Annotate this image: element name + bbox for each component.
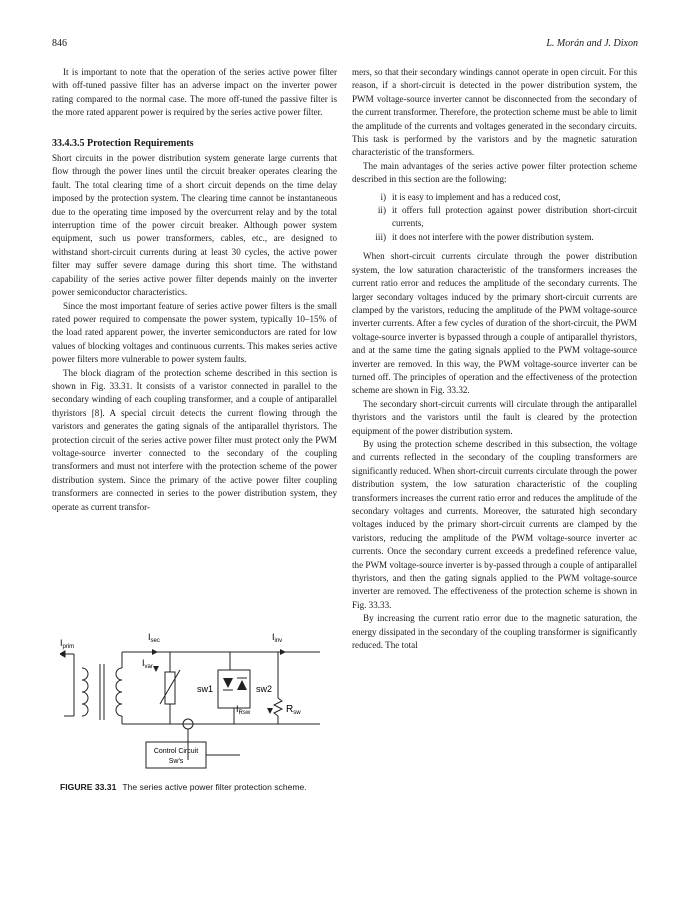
paragraph: The secondary short-circuit currents will circulate through the antiparallel thyristors and the varistors until the fault is cleared by the protection equipment of the power distribution system. <box>352 398 637 436</box>
arrow-prim <box>60 651 65 657</box>
paragraph: It is important to note that the operation of the series active power filter with off-tuned passive filter has an adverse impact on the inverter power rating compared to the normal case. The more off-tuned the passive filter is the more rated apparent power is required by the series active power filter. <box>52 67 337 118</box>
arrow-iinv <box>280 649 286 655</box>
caption-text: The series active power filter protection scheme. <box>122 782 307 792</box>
caption-label: FIGURE 33.31 <box>60 782 117 792</box>
page-number: 846 <box>52 38 67 49</box>
thyristor-sw1 <box>223 678 233 688</box>
label-i-var: $I_{var}$ <box>142 658 153 670</box>
paragraph: By using the protection scheme described in this subsection, the voltage and currents reflected in the secondary of the coupling transformers are significantly reduced. When short-circuit currents circulate through the power distribution system, the low saturation characteristic of the coupling transformers increases the current ratio error and reduces the amplitude of the secondary voltages and currents. Moreover, the saturated high secondary voltages induced by the primary short-circuit currents are clamped by the varistors, reducing the amplitude of the PWM voltage-source inverter ac currents. Once the secondary current exceeds a predefined reference value, the PWM voltage-source inverter is by-passed through a couple of antiparallel thyristors, and then the gating signals applied to the PWM voltage-source inverter are removed. The effectiveness of the protection scheme is shown in Fig. 33.33. <box>352 438 637 610</box>
paragraph: The main advantages of the series active power filter protection scheme described in this section are the following: <box>352 160 637 185</box>
label-sw2: sw2 <box>256 684 273 694</box>
arrow-ivar <box>153 666 159 672</box>
paragraph: Since the most important feature of series active power filters is the small rated power required to compensate the power system, typically 10–15% of the load rated apparent power, the inverter semiconductors are rated for low values of blocking voltages and continuous currents. This makes series active power filters more vulnerable to power system faults. <box>52 300 337 365</box>
paragraph: mers, so that their secondary windings cannot operate in open circuit. For this reason, if a short-circuit is detected in the power distribution system, the PWM voltage-source inverter cannot be disconnected from the secondary of the current transformer. Therefore, the protection scheme must be able to limit the amplitude of the currents and voltages generated in the secondary circuits. This task is performed by the varistors and by the magnetic saturation characteristic of the transformers. <box>352 67 637 158</box>
left-column <box>52 66 337 514</box>
protection-scheme-diagram <box>60 612 350 790</box>
paragraph: When short-circuit currents circulate through the power distribution system, the low saturation characteristic of the transformers increases the current ratio error and reduces the amplitude of the secondary currents. The larger secondary voltages induced by the primary short-circuit currents are clamped by the varistors, reducing the amplitude of the PWM voltage-source inverter currents. After a few cycles of duration of the short-circuit, the PWM voltage-source inverter is bypassed through a couple of antiparallel thyristors, and at the same time the gating signals applied to the PWM voltage-source inverter are removed. In this way, the PWM voltage-source inverter can be turned off. The principles of operation and the effectiveness of the protection scheme are shown in Fig. 33.32. <box>352 251 637 396</box>
label-i-rsw: $I_{Rsw}$ <box>236 704 251 716</box>
right-column <box>352 66 637 652</box>
label-i-sec: $I_{sec}$ <box>148 632 160 644</box>
paragraph: By increasing the current ratio error due to the magnetic saturation, the energy dissipated in the secondary of the coupling transformer is significantly reduced. The total <box>352 613 637 651</box>
control-circuit-label: Control Circuit <box>153 748 199 755</box>
resistor-rsw <box>274 698 282 716</box>
secondary-winding <box>116 668 122 716</box>
advantages-list <box>352 191 637 245</box>
paragraph: The block diagram of the protection scheme described in this section is shown in Fig. 33.31. It consists of a varistor connected in parallel to the secondary winding of each coupling transformer, and a couple of antiparallel thyristors [8]. A special circuit detects the current flowing through the varistors and generates the gating signals of the antiparallel thyristors. The protection circuit of the series active power filter must protect only the PWM voltage-source inverter connected to the secondary of the coupling transformers and must not interfere with the protection scheme of the power distribution system. Since the primary of the active power filter coupling transformers are connected in series to the power distribution system, they operate as current transfor- <box>52 367 337 512</box>
list-item: i) it is easy to implement and has a reduced cost, <box>380 191 561 202</box>
section-heading: 33.4.3.5 Protection Requirements <box>52 137 194 149</box>
list-item: iii) it does not interfere with the power distribution system. <box>375 231 594 242</box>
label-i-inv: $I_{inv}$ <box>272 632 283 644</box>
label-r-sw: $R_{sw}$ <box>286 704 301 716</box>
thyristor-sw2 <box>237 680 247 690</box>
control-circuit-label-2: Sw's <box>168 758 184 765</box>
varistor <box>165 672 175 704</box>
running-header-authors: L. Morán and J. Dixon <box>546 38 638 49</box>
arrow-isec <box>152 649 158 655</box>
figure-caption <box>60 782 345 792</box>
label-i-prim: $I_{prim}$ <box>60 638 75 650</box>
arrow-irsw <box>267 708 273 714</box>
list-item: ii) it offers full protection against power distribution short-circuit currents, <box>377 205 637 229</box>
primary-winding <box>82 668 88 716</box>
paragraph: Short circuits in the power distribution system generate large currents that flow through the power lines until the circuit breaker operates clearing the fault. The total clearing time of a short circuit depends on the time delay imposed by the protection system. The clearing time cannot be instantaneous due to the operating time imposed by the overcurrent relay and by the total interruption time of the power circuit breaker. Although power system equipment, such us power transformers, cables, etc., are designed to withstand short-circuit currents during at least 30 cycles, the active power filter may suffer severe damage during this short time. The withstand capability of the series active power filter depends mainly on the inverter power semiconductor characteristics. <box>52 153 337 298</box>
label-sw1: sw1 <box>197 684 214 694</box>
